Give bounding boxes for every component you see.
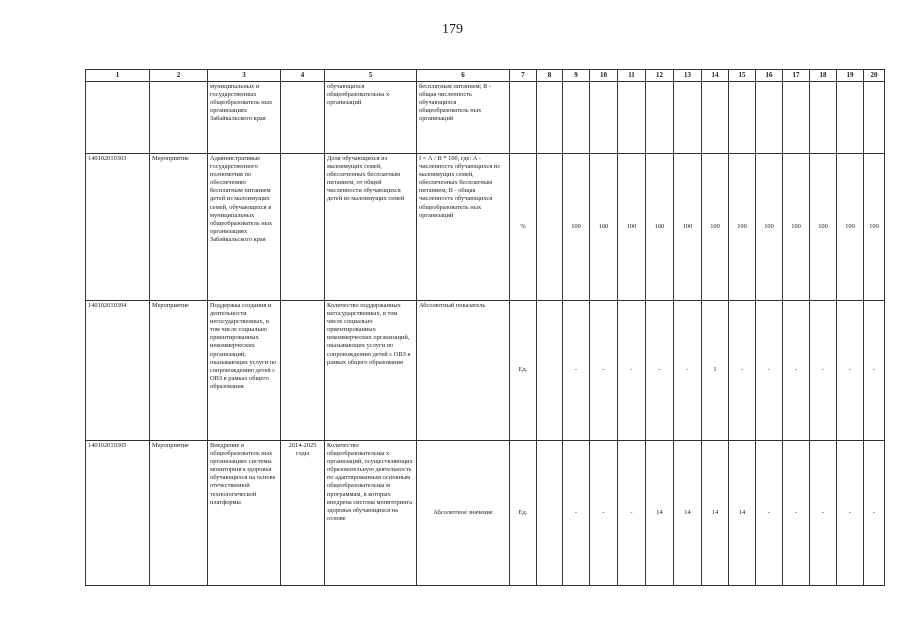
table-row <box>86 301 885 441</box>
value-cell: - <box>590 301 618 441</box>
value-cell: - <box>756 301 783 441</box>
column-header: 12 <box>646 70 674 82</box>
event-years <box>281 154 325 301</box>
column-header: 4 <box>281 70 325 82</box>
value-cell: - <box>864 441 885 586</box>
value-cell: - <box>618 301 646 441</box>
column-header: 5 <box>325 70 417 82</box>
column-header: 8 <box>537 70 563 82</box>
value-cell: 100 <box>674 154 702 301</box>
value-cell: - <box>618 441 646 586</box>
value-cell: 100 <box>837 154 864 301</box>
value-cell: - <box>810 441 837 586</box>
value-cell: - <box>837 441 864 586</box>
event-name: муниципальных и государственных общеобразователь ных организациях Забайкальского края <box>208 82 281 154</box>
indicator-name: Количество общеобразовательны х организаций, осуществляющих образовательную деятельность по адаптированным основным общеобразовательны м программам, в которых внедрена система мониторинга здоровья обучающихся на основе <box>325 441 417 586</box>
value-cell: 14 <box>702 441 729 586</box>
value-cell: - <box>756 441 783 586</box>
value-cell: 100 <box>783 154 810 301</box>
value-cell: - <box>837 301 864 441</box>
value-cell <box>729 82 756 154</box>
value-cell: - <box>729 301 756 441</box>
unit-of-measure: Ед. <box>510 301 537 441</box>
value-cell <box>864 82 885 154</box>
column-header: 3 <box>208 70 281 82</box>
value-cell: - <box>590 441 618 586</box>
unit-of-measure: Ед. <box>510 441 537 586</box>
value-cell: 100 <box>646 154 674 301</box>
event-years: 2014-2025 годы <box>281 441 325 586</box>
value-cell: - <box>563 441 590 586</box>
value-cell <box>674 82 702 154</box>
page-number: 179 <box>442 22 463 37</box>
header-row <box>86 70 885 82</box>
table-row <box>86 154 885 301</box>
value-cell: 100 <box>590 154 618 301</box>
value-cell <box>837 82 864 154</box>
event-name: Поддержка создания и деятельности негосударственных, в том числе социально ориентированных некоммерческих организаций, оказывающих услуги по сопровождению детей с ОВЗ в рамках общего образования <box>208 301 281 441</box>
event-type: Мероприятие <box>150 154 208 301</box>
event-type: Мероприятие <box>150 441 208 586</box>
value-cell <box>563 82 590 154</box>
value-cell: - <box>646 301 674 441</box>
value-cell: 100 <box>729 154 756 301</box>
unit-of-measure <box>510 82 537 154</box>
table-row <box>86 441 885 586</box>
value-cell <box>810 82 837 154</box>
column-header: 10 <box>590 70 618 82</box>
value-cell <box>537 154 563 301</box>
value-cell: - <box>674 301 702 441</box>
event-years <box>281 301 325 441</box>
value-cell: 100 <box>810 154 837 301</box>
value-cell <box>756 82 783 154</box>
value-cell: 14 <box>646 441 674 586</box>
value-cell <box>537 82 563 154</box>
event-type <box>150 82 208 154</box>
event-code: 140102010304 <box>86 301 150 441</box>
unit-of-measure: % <box>510 154 537 301</box>
column-header: 6 <box>417 70 510 82</box>
value-cell: 100 <box>702 154 729 301</box>
value-cell: 1 <box>702 301 729 441</box>
calculation-method: Абсолютный показатель <box>417 301 510 441</box>
event-name: Внедрение в общеобразователь ных организациях системы мониторинга здоровья обучающихся на основе отечественной технологической платформы <box>208 441 281 586</box>
column-header: 7 <box>510 70 537 82</box>
column-header: 14 <box>702 70 729 82</box>
event-years <box>281 82 325 154</box>
column-header: 15 <box>729 70 756 82</box>
table-row <box>86 82 885 154</box>
column-header: 17 <box>783 70 810 82</box>
column-header: 13 <box>674 70 702 82</box>
value-cell: 100 <box>864 154 885 301</box>
value-cell <box>590 82 618 154</box>
event-type: Мероприятие <box>150 301 208 441</box>
column-header: 19 <box>837 70 864 82</box>
column-header: 2 <box>150 70 208 82</box>
calculation-method: I = А / В * 100, где: А - численность обучающихся из малоимущих семей, обеспеченных бесплатным питанием; В - общая численность обучающихся общеобразователь ных организаций <box>417 154 510 301</box>
indicator-name: Доля обучающихся из малоимущих семей, обеспеченных бесплатным питанием, от общей численности обучающихся детей из малоимущих семей <box>325 154 417 301</box>
value-cell <box>646 82 674 154</box>
program-table <box>85 69 885 586</box>
event-code <box>86 82 150 154</box>
value-cell <box>783 82 810 154</box>
value-cell: - <box>864 301 885 441</box>
value-cell: 100 <box>618 154 646 301</box>
column-header: 16 <box>756 70 783 82</box>
column-header: 20 <box>864 70 885 82</box>
value-cell: - <box>563 301 590 441</box>
column-header: 11 <box>618 70 646 82</box>
value-cell <box>537 441 563 586</box>
column-header: 18 <box>810 70 837 82</box>
event-name: Административые государственного полномочия по обеспечению бесплатным питанием детей из малоимущих семей, обучающихся в муниципальных общеобразователь ных организациях Забайкальского края <box>208 154 281 301</box>
indicator-name: Количество поддержанных негосударственных, в том числе социально ориентированных некоммерческих организаций, оказывающих услуги по сопровождению детей с ОВЗ в рамках общего образования <box>325 301 417 441</box>
value-cell: 100 <box>563 154 590 301</box>
column-header: 1 <box>86 70 150 82</box>
value-cell: 100 <box>756 154 783 301</box>
column-header: 9 <box>563 70 590 82</box>
value-cell: - <box>783 301 810 441</box>
event-code: 140102010305 <box>86 441 150 586</box>
value-cell: - <box>783 441 810 586</box>
value-cell: - <box>810 301 837 441</box>
event-code: 140102010303 <box>86 154 150 301</box>
indicator-name: обучающихся общеобразовательны х организаций <box>325 82 417 154</box>
calculation-method: Абсолютное значение <box>417 441 510 586</box>
calculation-method: бесплатным питанием; В - общая численность обучающихся общеобразователь ных организаций <box>417 82 510 154</box>
value-cell: 14 <box>674 441 702 586</box>
value-cell: 14 <box>729 441 756 586</box>
value-cell <box>702 82 729 154</box>
value-cell <box>618 82 646 154</box>
value-cell <box>537 301 563 441</box>
